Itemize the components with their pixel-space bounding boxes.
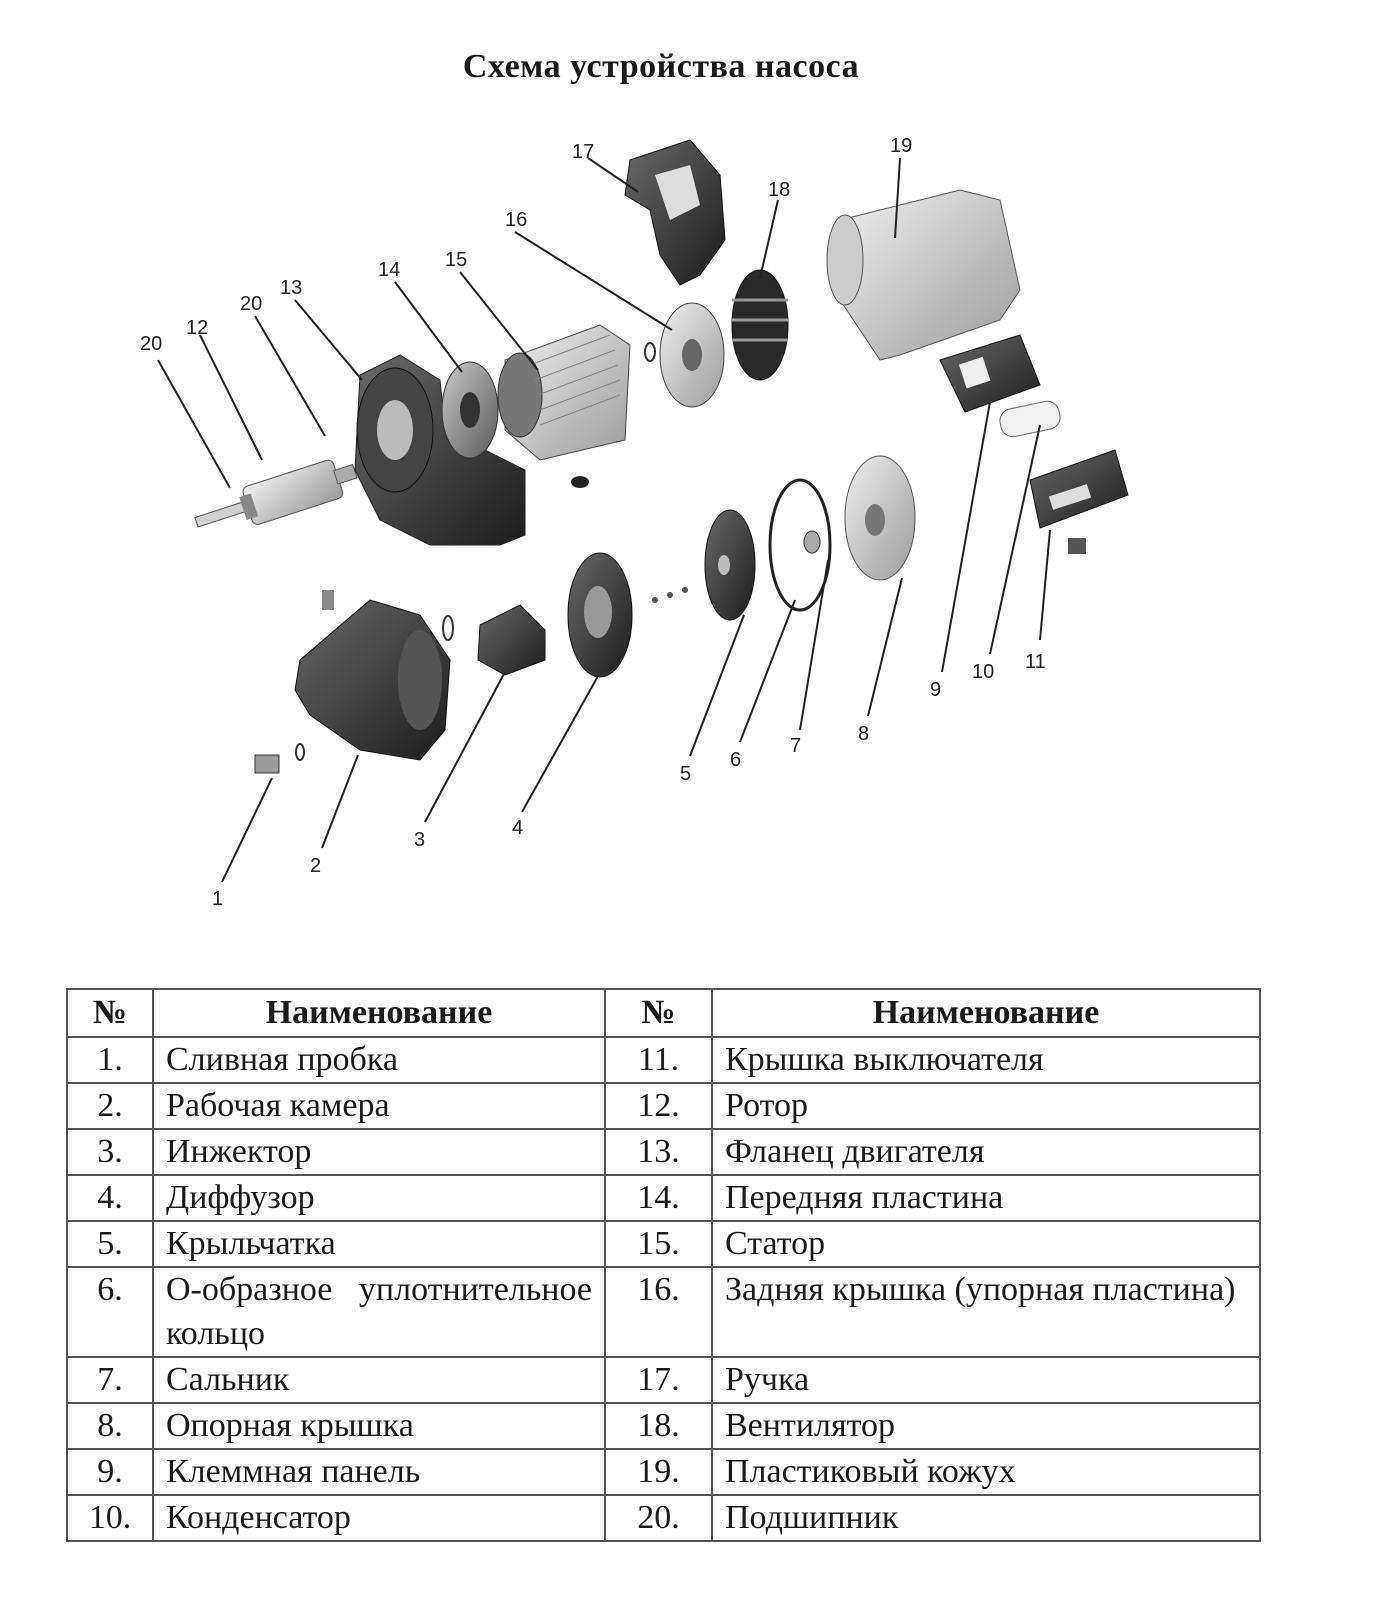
page-title: Схема устройства насоса — [462, 48, 860, 85]
seal-part — [804, 531, 820, 553]
part-name: Рабочая камера — [153, 1083, 605, 1129]
part-num: 20. — [605, 1495, 712, 1541]
part-name: Подшипник — [712, 1495, 1260, 1541]
part-num: 4. — [67, 1175, 153, 1221]
table-row — [67, 1449, 1260, 1495]
table-row — [67, 1175, 1260, 1221]
diffuser-part — [568, 553, 688, 677]
part-num: 10. — [67, 1495, 153, 1541]
part-num: 14. — [605, 1175, 712, 1221]
part-name: Конденсатор — [153, 1495, 605, 1541]
part-num: 13. — [605, 1129, 712, 1175]
table-row — [67, 1037, 1260, 1083]
part-name: Сальник — [153, 1357, 605, 1403]
part-name: Опорная крышка — [153, 1403, 605, 1449]
switch-cover-part — [1030, 450, 1128, 554]
callout-16: 16 — [505, 209, 528, 231]
table-header-row — [67, 989, 1260, 1037]
header-name-left: Наименование — [153, 989, 605, 1037]
injector-part — [443, 605, 545, 675]
part-name: Ротор — [712, 1083, 1260, 1129]
part-name: Сливная пробка — [153, 1037, 605, 1083]
parts-table — [66, 988, 1261, 1542]
part-num: 7. — [67, 1357, 153, 1403]
drain-plug-part — [255, 744, 304, 773]
callout-7: 7 — [790, 735, 802, 757]
callout-2: 2 — [310, 855, 322, 877]
plastic-housing-part — [827, 190, 1020, 360]
part-num: 12. — [605, 1083, 712, 1129]
parts-table-wrapper — [66, 988, 1259, 1542]
part-name: Диффузор — [153, 1175, 605, 1221]
capacitor-part — [998, 399, 1063, 439]
callout-10: 10 — [972, 661, 995, 683]
table-row — [67, 1357, 1260, 1403]
part-name: Задняя крышка (упорная пластина) — [712, 1267, 1260, 1357]
callout-15: 15 — [445, 249, 468, 271]
callout-8: 8 — [858, 723, 870, 745]
callout-12: 12 — [186, 317, 209, 339]
table-row — [67, 1267, 1260, 1357]
fan-part — [732, 270, 788, 380]
callout-4: 4 — [512, 817, 524, 839]
header-name-right: Наименование — [712, 989, 1260, 1037]
part-name: Передняя пластина — [712, 1175, 1260, 1221]
callout-1: 1 — [212, 888, 224, 910]
part-num: 11. — [605, 1037, 712, 1083]
callout-6: 6 — [730, 749, 742, 771]
callout-20-bearing: 20 — [140, 333, 163, 355]
part-name: Вентилятор — [712, 1403, 1260, 1449]
header-num-left: № — [67, 989, 153, 1037]
part-name: О-образное уплотнительное кольцо — [153, 1267, 605, 1357]
part-name: Фланец двигателя — [712, 1129, 1260, 1175]
support-cover-part — [845, 456, 915, 580]
table-row — [67, 1403, 1260, 1449]
callout-18: 18 — [768, 179, 791, 201]
part-num: 2. — [67, 1083, 153, 1129]
part-name: Крышка выключателя — [712, 1037, 1260, 1083]
table-row — [67, 1221, 1260, 1267]
callout-20-bearing-rear: 20 — [240, 293, 263, 315]
part-num: 16. — [605, 1267, 712, 1357]
callout-14: 14 — [378, 259, 401, 281]
callout-11: 11 — [1025, 651, 1046, 673]
part-num: 6. — [67, 1267, 153, 1357]
terminal-panel-part — [940, 335, 1040, 412]
working-chamber-part — [295, 590, 450, 760]
part-num: 9. — [67, 1449, 153, 1495]
callout-19: 19 — [890, 135, 913, 157]
part-num: 15. — [605, 1221, 712, 1267]
callout-17: 17 — [572, 141, 595, 163]
part-num: 17. — [605, 1357, 712, 1403]
part-num: 5. — [67, 1221, 153, 1267]
shaft-rotor-part — [195, 453, 361, 528]
impeller-part — [705, 510, 755, 620]
table-row — [67, 1129, 1260, 1175]
table-row — [67, 1495, 1260, 1541]
part-num: 3. — [67, 1129, 153, 1175]
callout-13: 13 — [280, 277, 303, 299]
table-row — [67, 1083, 1260, 1129]
header-num-right: № — [605, 989, 712, 1037]
callout-5: 5 — [680, 763, 692, 785]
part-num: 19. — [605, 1449, 712, 1495]
callout-9: 9 — [930, 679, 942, 701]
callout-3: 3 — [414, 829, 426, 851]
part-name: Статор — [712, 1221, 1260, 1267]
part-name: Инжектор — [153, 1129, 605, 1175]
part-name: Клеммная панель — [153, 1449, 605, 1495]
part-num: 1. — [67, 1037, 153, 1083]
rear-cover-part — [645, 303, 724, 407]
part-name: Пластиковый кожух — [712, 1449, 1260, 1495]
part-num: 8. — [67, 1403, 153, 1449]
front-plate-part — [442, 362, 498, 458]
o-ring-part — [770, 480, 830, 610]
part-num: 18. — [605, 1403, 712, 1449]
part-name: Крыльчатка — [153, 1221, 605, 1267]
handle-part — [625, 140, 725, 285]
stator-part — [498, 325, 630, 488]
part-name: Ручка — [712, 1357, 1260, 1403]
